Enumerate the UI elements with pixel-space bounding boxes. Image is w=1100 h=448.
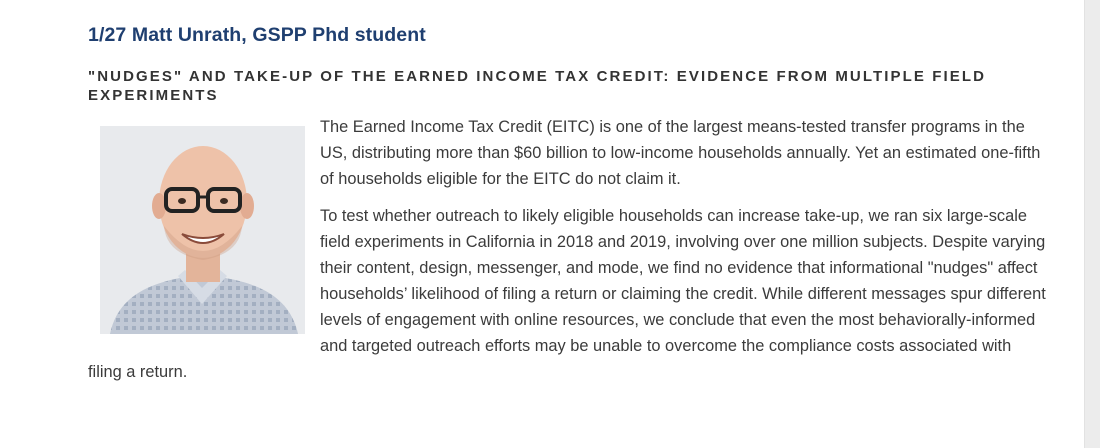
- talk-title: "NUDGES" AND TAKE-UP OF THE EARNED INCOME TAX CREDIT: EVIDENCE FROM MULTIPLE FIELD EXPERIMENTS: [88, 68, 987, 104]
- speaker-photo: [100, 126, 305, 334]
- speaker-portrait-image: [100, 126, 305, 334]
- event-date-speaker: 1/27 Matt Unrath, GSPP Phd student: [88, 24, 426, 46]
- page-gutter: [1084, 0, 1100, 448]
- abstract-paragraph-2: To test whether outreach to likely eligible households can increase take-up, we ran six large-scale field experiments in California in 2018 and 2019, involving over one million subjects. Despite varying their content, design, messenger, and mode, we find no evidence that informational "nudges" affect households’ likelihood of filing a return or claiming the credit. While different messages spur different levels of engagement with online resources, we conclude that even the most behaviorally-informed and targeted outreach efforts may be unable to overcome the compliance costs associated with filing a return.: [88, 207, 1046, 381]
- abstract: [88, 114, 1048, 385]
- abstract-paragraph-1: The Earned Income Tax Credit (EITC) is one of the largest means-tested transfer programs in the US, distributing more than $60 billion to low-income households annually. Yet an estimated one-fifth of households eligible for the EITC do not claim it.: [320, 118, 1041, 188]
